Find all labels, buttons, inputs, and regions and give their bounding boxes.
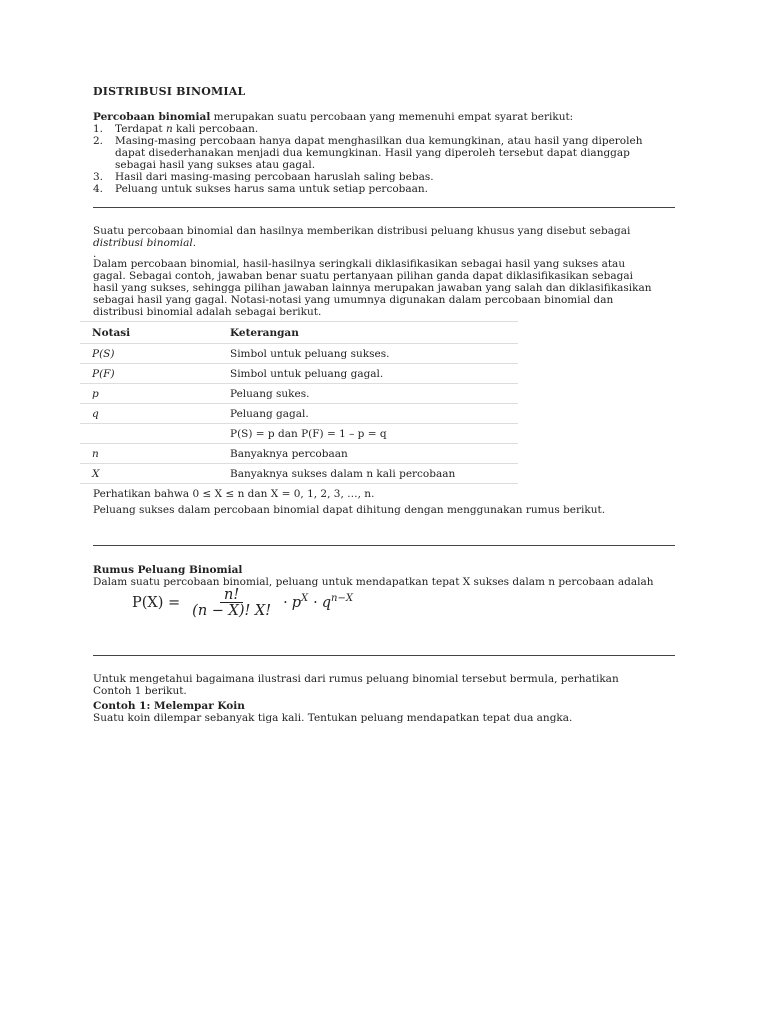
paragraph-definition: Suatu percobaan binomial dan hasilnya memberikan distribusi peluang khusus yang disebut sebagai distribusi binomial.	[93, 225, 631, 249]
table-row: q Peluang gagal.	[80, 404, 518, 424]
note-range: Perhatikan bahwa 0 ≤ X ≤ n dan X = 0, 1, 2, 3, …, n.	[93, 488, 375, 500]
column-header: Notasi	[80, 322, 218, 344]
table-header-row	[80, 322, 518, 344]
table-row: P(F) Simbol untuk peluang gagal.	[80, 364, 518, 384]
example-heading: Contoh 1: Melempar Koin	[93, 700, 245, 712]
table-row: p Peluang sukes.	[80, 384, 518, 404]
note-formula-intro: Peluang sukses dalam percobaan binomial dapat dihitung dengan menggunakan rumus berikut.	[93, 504, 606, 516]
table-row: n Banyaknya percobaan	[80, 444, 518, 464]
list-item: 1. Terdapat n kali percobaan.	[93, 123, 259, 135]
fraction-numerator: n!	[220, 589, 243, 603]
list-item: 2. Masing-masing percobaan hanya dapat menghasilkan dua kemungkinan, atau hasil yang diperoleh dapat disederhanakan menjadi dua kemungkinan. Hasil yang diperoleh tersebut dapat dianggap sebagai hasil yang sukses atau gagal.	[93, 135, 643, 171]
paragraph-explanation: . Dalam percobaan binomial, hasil-hasilnya seringkali diklasifikasikan sebagai hasil yang sukses atau gagal. Sebagai contoh, jawaban benar suatu pertanyaan pilihan ganda dapat diklasifikasikan sebagai hasil yang sukses, sehingga pilihan jawaban lainnya merupakan jawaban yang salah dan diklasifikasikan sebagai hasil yang gagal. Notasi-notasi yang umumnya digunakan dalam percobaan binomial dan distribusi binomial adalah sebagai berikut.	[93, 248, 652, 318]
notation-table	[80, 321, 518, 484]
list-item: 3. Hasil dari masing-masing percobaan haruslah saling bebas.	[93, 171, 434, 183]
binomial-formula: P(X) = $\frac{n!}{(n - X)! X!}$ · p $^X$ · q $^{n-X}$	[132, 587, 353, 619]
intro-section	[93, 111, 653, 195]
lead-text: merupakan suatu percobaan yang memenuhi empat syarat berikut:	[213, 111, 574, 123]
paragraph-example-intro: Untuk mengetahui bagaimana ilustrasi dari rumus peluang binomial tersebut bermula, perhatikan Contoh 1 berikut.	[93, 673, 619, 697]
list-item: 4. Peluang untuk sukses harus sama untuk setiap percobaan.	[93, 183, 428, 195]
lead-term: Percobaan binomial	[93, 111, 211, 123]
table-row: P(S) Simbol untuk peluang sukses.	[80, 344, 518, 364]
divider	[93, 655, 675, 656]
divider	[93, 207, 675, 208]
example-section	[93, 700, 658, 724]
section-text: Dalam suatu percobaan binomial, peluang untuk mendapatkan tepat X sukses dalam n percobaan adalah	[93, 576, 654, 588]
table-row: X Banyaknya sukses dalam n kali percobaan	[80, 464, 518, 484]
formula-lhs: P(X) =	[132, 595, 181, 611]
divider	[93, 545, 675, 546]
formula-fraction	[188, 589, 275, 617]
requirements-list	[93, 123, 653, 195]
page-title: DISTRIBUSI BINOMIAL	[93, 85, 246, 98]
column-header: Keterangan	[218, 322, 518, 344]
fraction-denominator: (n − X)! X!	[192, 603, 272, 619]
rumus-section	[93, 564, 658, 588]
section-heading: Rumus Peluang Binomial	[93, 564, 243, 576]
table-row: P(S) = p dan P(F) = 1 – p = q	[80, 424, 518, 444]
example-text: Suatu koin dilempar sebanyak tiga kali. Tentukan peluang mendapatkan tepat dua angka.	[93, 712, 573, 724]
intro-lead	[93, 111, 653, 123]
